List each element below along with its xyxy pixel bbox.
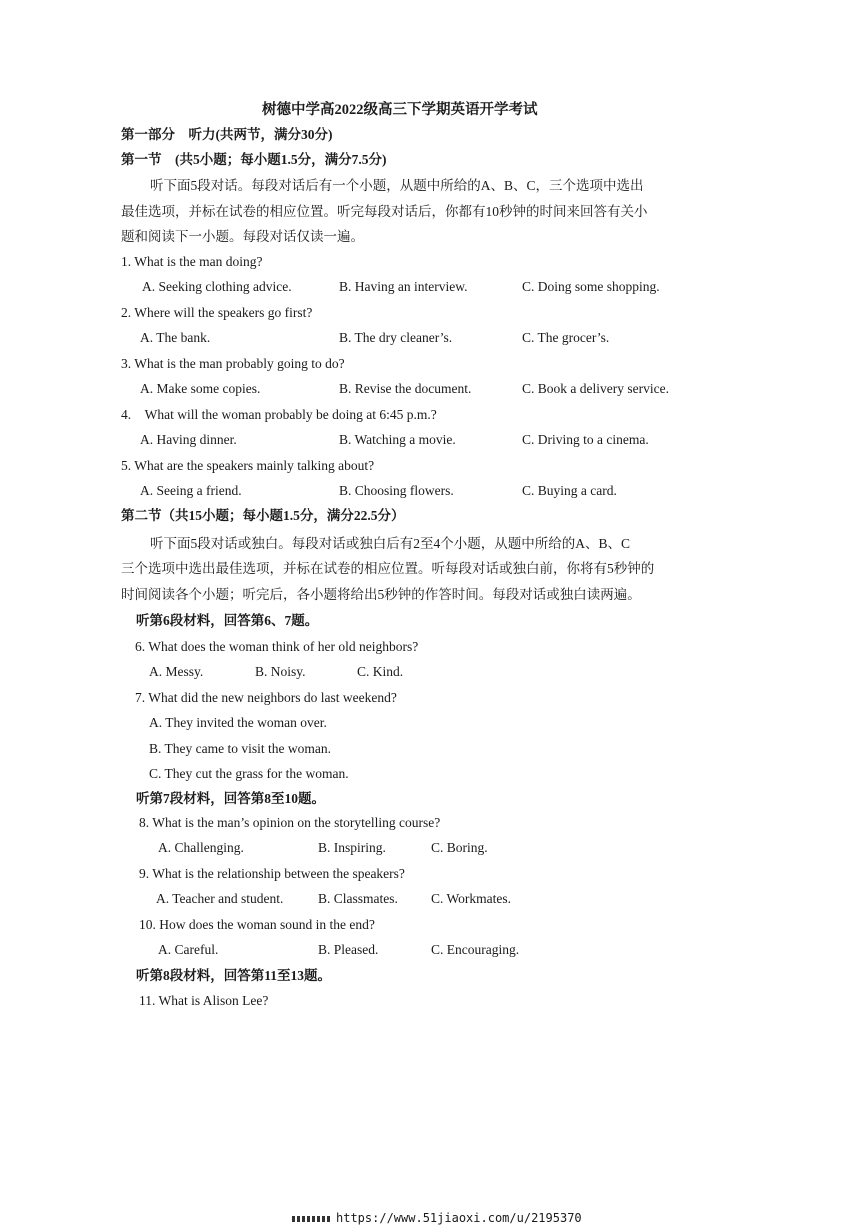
option-b: B. Noisy. — [255, 664, 306, 679]
section2-instruction-line: 三个选项中选出最佳选项，并标在试卷的相应位置。听每段对话或独白前，你将有5秒钟的 — [121, 561, 655, 576]
question-text: 11. What is Alison Lee? — [139, 993, 269, 1008]
option-a: A. Seeking clothing advice. — [142, 279, 292, 294]
section2-heading: 第二节（共15小题；每小题1.5分，满分22.5分） — [121, 508, 405, 523]
material-heading: 听第8段材料，回答第11至13题。 — [136, 968, 332, 983]
option-a: A. Teacher and student. — [156, 891, 284, 906]
option-a: A. The bank. — [140, 330, 211, 345]
option-c: C. Driving to a cinema. — [522, 432, 649, 447]
question-text: 5. What are the speakers mainly talking about? — [121, 458, 375, 473]
option-a: A. They invited the woman over. — [149, 715, 327, 730]
section1-heading: 第一节 (共5小题；每小题1.5分，满分7.5分) — [121, 152, 387, 167]
footer-watermark — [292, 1211, 582, 1225]
footer-url: https://www.51jiaoxi.com/u/2195370 — [336, 1211, 582, 1225]
question-text: 7. What did the new neighbors do last weekend? — [135, 690, 397, 705]
option-c: C. The grocer’s. — [522, 330, 610, 345]
section1-instruction-line: 听下面5段对话。每段对话后有一个小题，从题中所给的A、B、C，三个选项中选出 — [150, 178, 644, 193]
section2-instruction-line: 时间阅读各个小题；听完后，各小题将给出5秒钟的作答时间。每段对话或独白读两遍。 — [121, 587, 641, 602]
option-c: C. Doing some shopping. — [522, 279, 660, 294]
question-text: 3. What is the man probably going to do? — [121, 356, 345, 371]
question-text: 8. What is the man’s opinion on the storytelling course? — [139, 815, 441, 830]
question-text: 6. What does the woman think of her old neighbors? — [135, 639, 419, 654]
question-text: 1. What is the man doing? — [121, 254, 263, 269]
material-heading: 听第7段材料，回答第8至10题。 — [136, 791, 325, 806]
option-a: A. Messy. — [149, 664, 204, 679]
option-b: B. Classmates. — [318, 891, 398, 906]
option-b: B. The dry cleaner’s. — [339, 330, 453, 345]
question-text: 4. What will the woman probably be doing at 6:45 p.m.? — [121, 407, 437, 422]
option-a: A. Careful. — [158, 942, 219, 957]
option-b: B. Pleased. — [318, 942, 379, 957]
exam-title: 树德中学高2022级高三下学期英语开学考试 — [262, 102, 538, 118]
option-c: C. Buying a card. — [522, 483, 617, 498]
question-text: 9. What is the relationship between the speakers? — [139, 866, 405, 881]
question-text: 10. How does the woman sound in the end? — [139, 917, 375, 932]
option-a: A. Seeing a friend. — [140, 483, 242, 498]
option-a: A. Challenging. — [158, 840, 244, 855]
option-b: B. Choosing flowers. — [339, 483, 454, 498]
option-c: C. Workmates. — [431, 891, 512, 906]
material-heading: 听第6段材料，回答第6、7题。 — [136, 613, 319, 628]
option-c: C. Encouraging. — [431, 942, 520, 957]
option-c: C. Kind. — [357, 664, 404, 679]
watermark-logo-icon — [292, 1216, 332, 1222]
option-c: C. Book a delivery service. — [522, 381, 669, 396]
part1-heading: 第一部分 听力(共两节，满分30分) — [121, 127, 333, 142]
option-a: A. Make some copies. — [140, 381, 261, 396]
option-b: B. Inspiring. — [318, 840, 386, 855]
option-b: B. Watching a movie. — [339, 432, 456, 447]
section2-instruction-line: 听下面5段对话或独白。每段对话或独白后有2至4个小题，从题中所给的A、B、C — [150, 536, 631, 551]
option-b: B. Having an interview. — [339, 279, 468, 294]
option-b: B. They came to visit the woman. — [149, 741, 331, 756]
question-text: 2. Where will the speakers go first? — [121, 305, 313, 320]
option-c: C. They cut the grass for the woman. — [149, 766, 349, 781]
section1-instruction-line: 最佳选项，并标在试卷的相应位置。听完每段对话后，你都有10秒钟的时间来回答有关小 — [121, 204, 648, 219]
option-a: A. Having dinner. — [140, 432, 237, 447]
option-c: C. Boring. — [431, 840, 488, 855]
section1-instruction-line: 题和阅读下一小题。每段对话仅读一遍。 — [121, 229, 364, 244]
option-b: B. Revise the document. — [339, 381, 472, 396]
